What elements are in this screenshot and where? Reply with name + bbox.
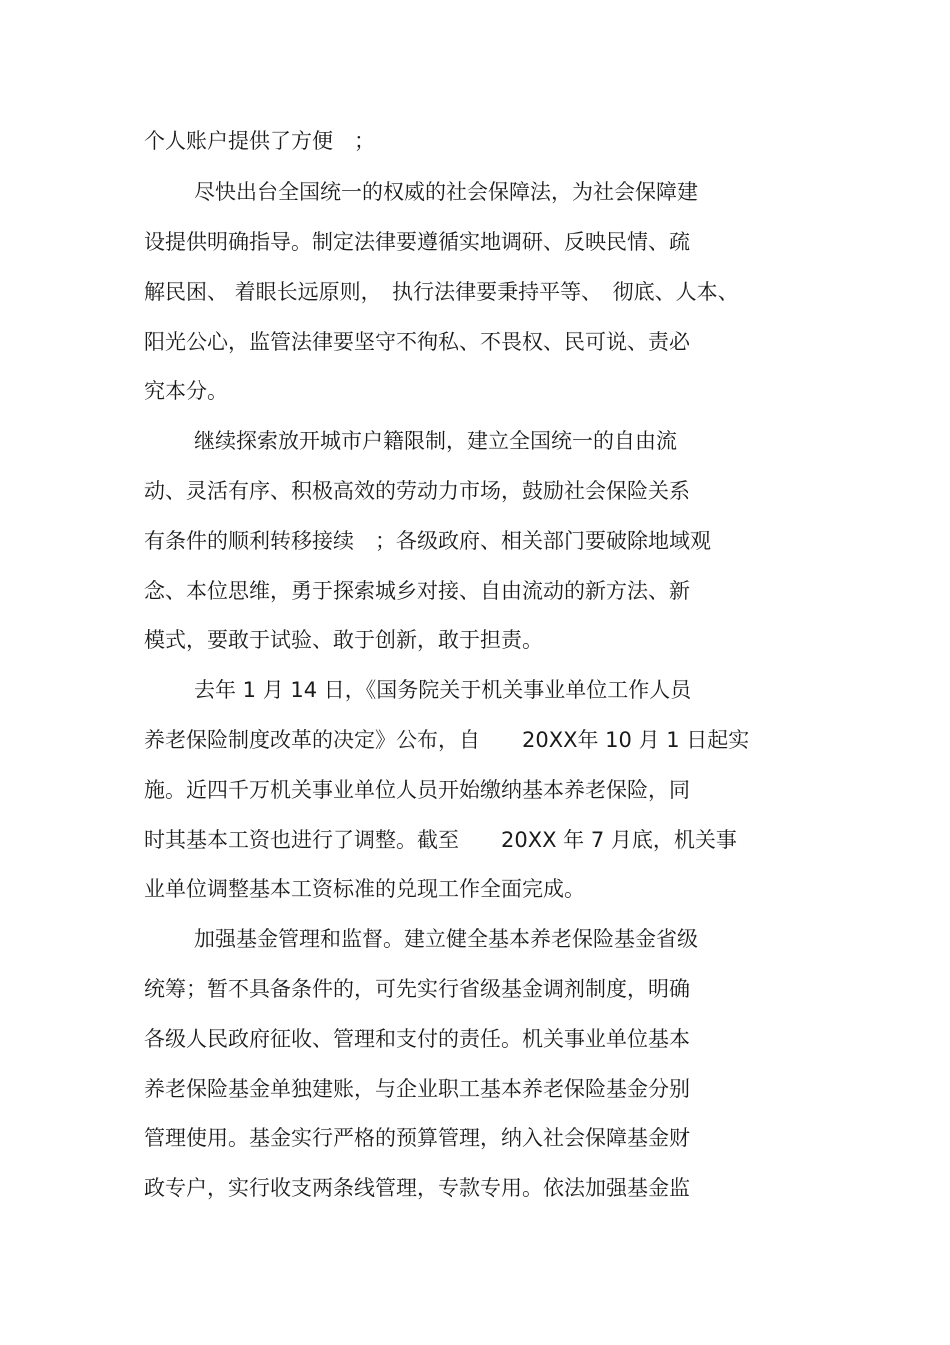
text-line: 统筹；暂不具备条件的，可先实行省级基金调剂制度，明确 [144, 977, 690, 1001]
text-line: 业单位调整基本工资标准的兑现工作全面完成。 [144, 877, 585, 901]
text-line: 管理使用。基金实行严格的预算管理，纳入社会保障基金财 [144, 1126, 690, 1150]
text-line: 养老保险制度改革的决定》公布，自 20XX年 10 月 1 日起实 [144, 728, 750, 752]
text-line: 模式，要敢于试验、敢于创新，敢于担责。 [144, 628, 543, 652]
paragraph-first-line: 去年 1 月 14 日，《国务院关于机关事业单位工作人员 [194, 678, 692, 702]
text-line: 有条件的顺利转移接续 ；各级政府、相关部门要破除地域观 [144, 529, 711, 553]
text-line: 阳光公心，监管法律要坚守不徇私、不畏权、民可说、责必 [144, 330, 690, 354]
text-line: 设提供明确指导。制定法律要遵循实地调研、反映民情、疏 [144, 230, 690, 254]
text-line: 解民困、 着眼长远原则， 执行法律要秉持平等、 彻底、人本、 [144, 280, 739, 304]
text-line: 个人账户提供了方便 ； [144, 129, 375, 153]
paragraph-first-line: 继续探索放开城市户籍限制，建立全国统一的自由流 [194, 429, 677, 453]
text-line: 念、本位思维，勇于探索城乡对接、自由流动的新方法、新 [144, 579, 690, 603]
paragraph-first-line: 加强基金管理和监督。建立健全基本养老保险基金省级 [194, 927, 698, 951]
text-line: 各级人民政府征收、管理和支付的责任。机关事业单位基本 [144, 1027, 690, 1051]
text-line: 养老保险基金单独建账，与企业职工基本养老保险基金分别 [144, 1077, 690, 1101]
text-line: 究本分。 [144, 379, 228, 403]
text-line: 时其基本工资也进行了调整。截至 20XX 年 7 月底，机关事 [144, 828, 737, 852]
text-line: 施。近四千万机关事业单位人员开始缴纳基本养老保险，同 [144, 778, 690, 802]
paragraph-first-line: 尽快出台全国统一的权威的社会保障法，为社会保障建 [194, 180, 698, 204]
text-line: 政专户，实行收支两条线管理，专款专用。依法加强基金监 [144, 1176, 690, 1200]
text-line: 动、灵活有序、积极高效的劳动力市场，鼓励社会保险关系 [144, 479, 690, 503]
